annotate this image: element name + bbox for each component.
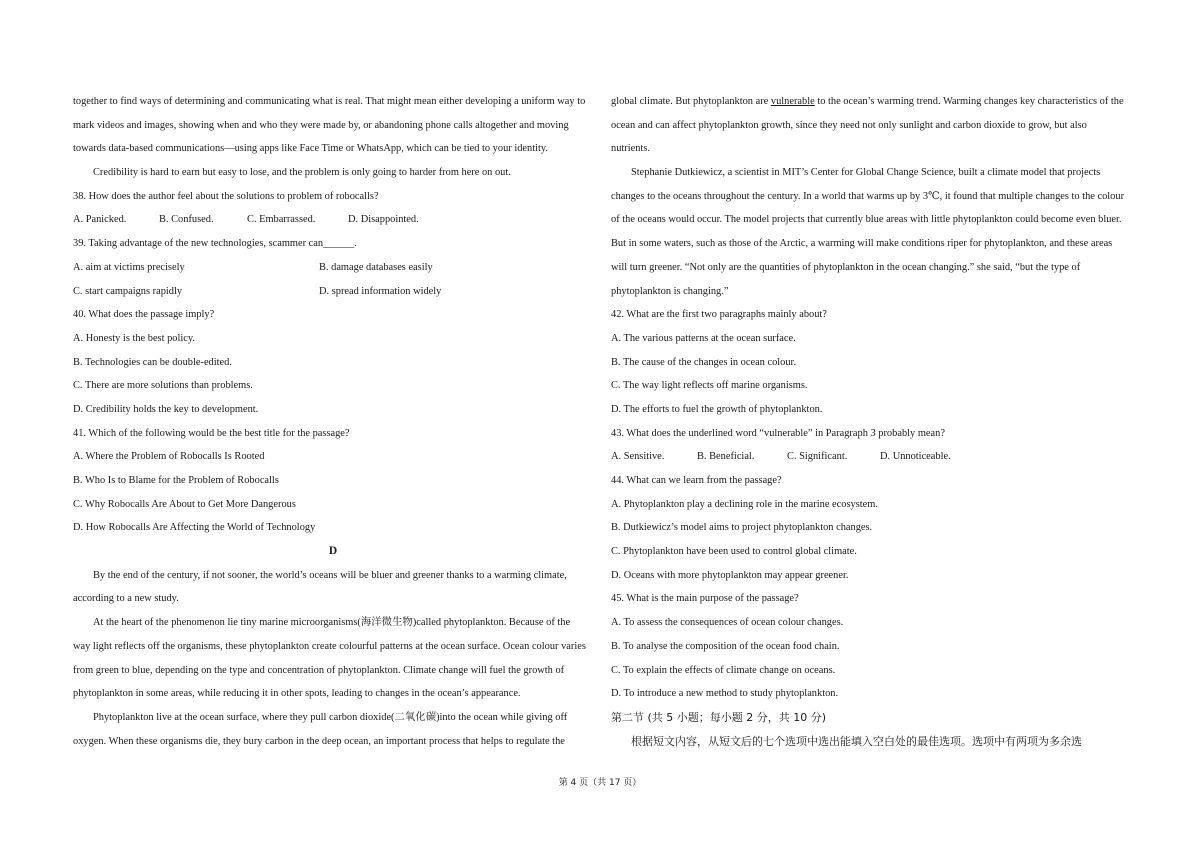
section-heading: D xyxy=(328,545,338,558)
text-line: nutrients. xyxy=(611,143,650,155)
option-d: D. Disappointed. xyxy=(348,214,419,226)
option-b: B. To analyse the composition of the ocean food chain. xyxy=(611,640,840,652)
right-column xyxy=(611,90,1131,753)
option-c: C. The way light reflects off marine organisms. xyxy=(611,380,808,392)
question-40-stem: 40. What does the passage imply? xyxy=(73,309,215,321)
option-c: C. Phytoplankton have been used to control global climate. xyxy=(611,546,857,558)
text-line: phytoplankton is changing.” xyxy=(611,285,729,297)
text-span: global climate. But phytoplankton are xyxy=(611,96,771,107)
text-line: By the end of the century, if not sooner, the world’s oceans will be bluer and greener thanks to a warming climate, xyxy=(93,569,567,581)
option-b: B. Technologies can be double-edited. xyxy=(73,356,232,368)
option-a: A. Phytoplankton play a declining role in the marine ecosystem. xyxy=(611,498,878,510)
text-line: towards data-based communications—using apps like Face Time or WhatsApp, which can be tied to your identity. xyxy=(73,143,548,155)
text-line: phytoplankton in some areas, while reducing it in other spots, leading to changes in the ocean’s appearance. xyxy=(73,688,521,700)
page-footer: 第 4 页（共 17 页） xyxy=(558,778,642,788)
option-c: C. To explain the effects of climate change on oceans. xyxy=(611,664,836,676)
left-column xyxy=(73,90,593,753)
question-38-stem: 38. How does the author feel about the solutions to problem of robocalls? xyxy=(73,190,379,202)
option-b: B. damage databases easily xyxy=(319,261,433,273)
text-line: At the heart of the phenomenon lie tiny marine microorganisms(海洋微生物)called phytoplankton. Because of the xyxy=(93,617,571,629)
question-42-stem: 42. What are the first two paragraphs mainly about? xyxy=(611,309,827,321)
question-41-stem: 41. Which of the following would be the best title for the passage? xyxy=(73,427,350,439)
text-line: mark videos and images, showing when and who they were made by, or abandoning phone calls altogether and moving xyxy=(73,119,569,131)
option-d: D. Oceans with more phytoplankton may appear greener. xyxy=(611,569,849,581)
option-d: D. spread information widely xyxy=(319,285,442,297)
section-2-heading: 第二节 (共 5 小题；每小题 2 分，共 10 分) xyxy=(611,710,827,724)
text-line: ocean and can affect phytoplankton growth, since they need not only sunlight and carbon dioxide to grow, but also xyxy=(611,119,1087,131)
question-39-options-row1 xyxy=(73,256,593,280)
text-line: Phytoplankton live at the ocean surface, where they pull carbon dioxide(二氧化碳)into the ocean while giving off xyxy=(93,711,568,723)
text-line: according to a new study. xyxy=(73,593,179,605)
question-38-options xyxy=(73,208,593,232)
option-b: B. Who Is to Blame for the Problem of Robocalls xyxy=(73,475,279,486)
text-line: oxygen. When these organisms die, they bury carbon in the deep ocean, an important process that helps to regulate the xyxy=(73,735,565,747)
option-a: A. Honesty is the best policy. xyxy=(73,332,195,344)
text-line: Stephanie Dutkiewicz, a scientist in MIT’s Center for Global Change Science, built a climate model that projects xyxy=(631,167,1101,179)
option-b: B. Confused. xyxy=(159,214,214,226)
text-line: But in some waters, such as those of the Arctic, a warming will make conditions riper for phytoplankton, and these areas xyxy=(611,238,1113,250)
option-d: D. Unnoticeable. xyxy=(880,451,951,463)
text-line: changes to the oceans throughout the century. In a world that warms up by 3℃, it found that multiple changes to the colour xyxy=(611,190,1125,202)
option-d: D. To introduce a new method to study phytoplankton. xyxy=(611,688,839,700)
option-a: A. To assess the consequences of ocean colour changes. xyxy=(611,617,844,629)
text-line xyxy=(611,90,1131,114)
text-line: way light reflects off the organisms, these phytoplankton create colourful patterns at the ocean surface. Ocean colour varies xyxy=(73,640,586,652)
option-a: A. Sensitive. xyxy=(611,451,665,463)
question-45-stem: 45. What is the main purpose of the passage? xyxy=(611,593,799,605)
option-c: C. Embarrassed. xyxy=(247,214,316,226)
option-c: C. Why Robocalls Are About to Get More Dangerous xyxy=(73,498,296,510)
question-43-stem: 43. What does the underlined word “vulnerable” in Paragraph 3 probably mean? xyxy=(611,427,945,439)
question-44-stem: 44. What can we learn from the passage? xyxy=(611,475,782,486)
section-2-instructions: 根据短文内容，从短文后的七个选项中选出能填入空白处的最佳选项。选项中有两项为多余选 xyxy=(631,734,1082,748)
text-line: together to find ways of determining and communicating what is real. That might mean either developing a uniform way to xyxy=(73,96,586,107)
text-line: from green to blue, depending on the type and concentration of phytoplankton. Climate change will fuel the growth of xyxy=(73,664,565,676)
text-line: Credibility is hard to earn but easy to lose, and the problem is only going to harder from here on out. xyxy=(93,167,511,179)
option-d: D. The efforts to fuel the growth of phytoplankton. xyxy=(611,403,823,415)
option-a: A. Panicked. xyxy=(73,214,127,226)
option-c: C. There are more solutions than problems. xyxy=(73,380,253,392)
text-line: will turn greener. “Not only are the quantities of phytoplankton in the ocean changing.” she said, “but the type of xyxy=(611,261,1081,273)
question-39-stem: 39. Taking advantage of the new technologies, scammer can______. xyxy=(73,238,357,250)
option-c: C. start campaigns rapidly xyxy=(73,285,183,297)
option-a: A. aim at victims precisely xyxy=(73,261,185,273)
question-39-options-row2 xyxy=(73,280,593,304)
option-c: C. Significant. xyxy=(787,451,848,463)
option-b: B. The cause of the changes in ocean colour. xyxy=(611,356,797,368)
underlined-word: vulnerable xyxy=(770,96,815,107)
text-line: of the oceans would occur. The model projects that currently blue areas with little phytoplankton could become even bluer. xyxy=(611,214,1122,226)
text-span: to the ocean’s warming trend. Warming changes key characteristics of the xyxy=(814,96,1124,107)
option-b: B. Beneficial. xyxy=(697,451,755,463)
option-a: A. Where the Problem of Robocalls Is Rooted xyxy=(73,451,265,463)
option-d: D. Credibility holds the key to development. xyxy=(73,403,259,415)
option-a: A. The various patterns at the ocean surface. xyxy=(611,332,796,344)
option-b: B. Dutkiewicz’s model aims to project phytoplankton changes. xyxy=(611,522,873,534)
option-d: D. How Robocalls Are Affecting the World of Technology xyxy=(73,522,316,534)
question-43-options xyxy=(611,445,1131,469)
